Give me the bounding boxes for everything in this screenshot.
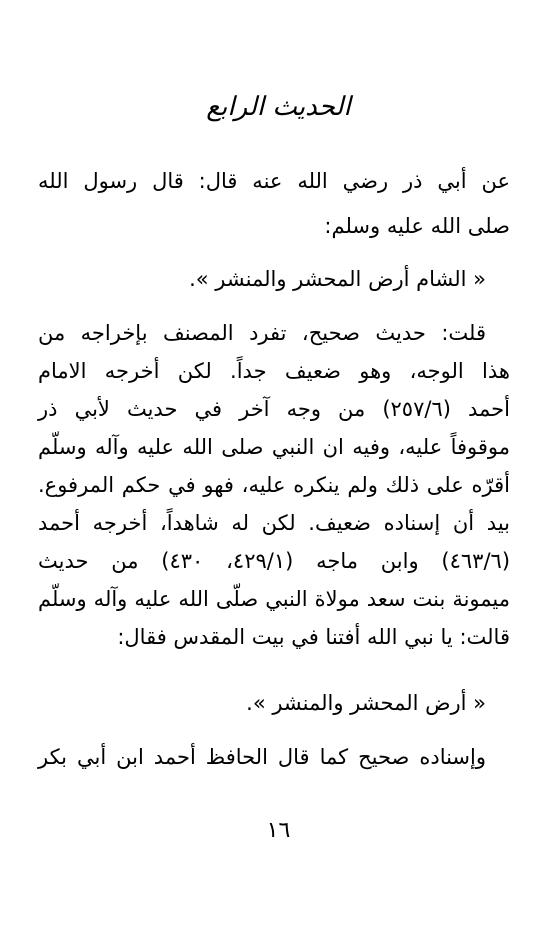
- text-line: أقرّه على ذلك ولم ينكره عليه، فهو في حكم المرفوع.: [38, 473, 510, 497]
- text-line: (٤٦٣/٦) وابن ماجه (٤٢٩/١، ٤٣٠) من حديث: [38, 549, 511, 573]
- text-line: صلى الله عليه وسلم:: [324, 214, 510, 238]
- text-line: أحمد (٢٥٧/٦) من وجه آخر في حديث لأبي ذر: [38, 397, 510, 421]
- quoted-hadith-text: « الشام أرض المحشر والمنشر ».: [189, 267, 486, 291]
- text-line: عن أبي ذر رضي الله عنه قال: قال رسول الله: [38, 169, 510, 193]
- text-line: وإسناده صحيح كما قال الحافظ أحمد ابن أبي بكر: [38, 745, 486, 769]
- text-line: موقوفاً عليه، وفيه ان النبي صلى الله عليه وآله وسلّم: [38, 435, 510, 459]
- hadith-heading: الحديث الرابع: [206, 92, 351, 122]
- text-line: بيد أن إسناده ضعيف. لكن له شاهداً، أخرجه أحمد: [38, 511, 510, 535]
- page-number: ١٦: [266, 818, 291, 843]
- text-line: هذا الوجه، وهو ضعيف جداً. لكن أخرجه الامام: [38, 359, 510, 383]
- text-line: قلت: حديث صحيح، تفرد المصنف بإخراجه من: [38, 321, 486, 345]
- text-line: قالت: يا نبي الله أفتنا في بيت المقدس فقال:: [117, 625, 510, 649]
- quoted-hadith-text: « أرض المحشر والمنشر ».: [246, 691, 486, 715]
- text-line: ميمونة بنت سعد مولاة النبي صلّى الله عليه وآله وسلّم: [38, 587, 510, 611]
